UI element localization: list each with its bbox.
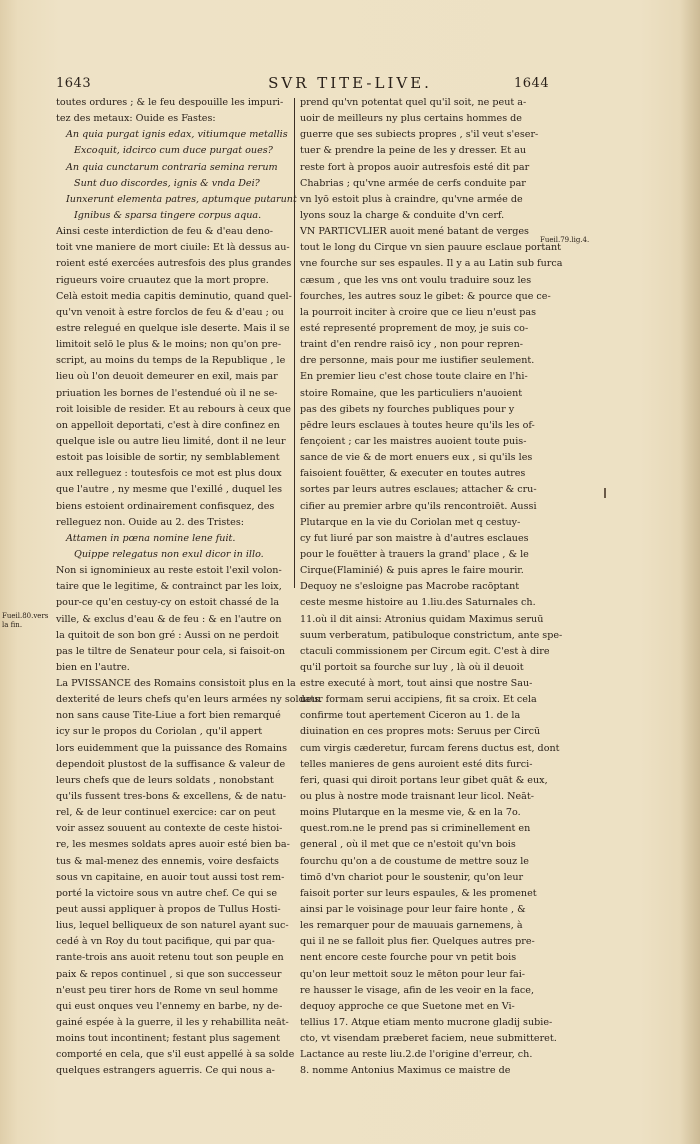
- text-line: nent encore ceste fourche pour vn petit bois: [300, 952, 517, 964]
- text-line: cum virgis cæderetur, furcam ferens ductus est, dont: [300, 742, 560, 754]
- text-line: 11.où il dit ainsi: Atronius quidam Maximus seruū: [300, 613, 544, 625]
- text-line: Ignibus & sparsa tingere corpus aqua.: [74, 209, 262, 221]
- text-line: quest.rom.ne le prend pas si criminellement en: [300, 823, 531, 835]
- text-line: pas des gibets ny fourches publiques pour y: [300, 403, 515, 415]
- text-line: toutes ordures ; & le feu despouille les impuri-: [56, 97, 284, 108]
- text-line: quelque isle ou autre lieu limité, dont il ne leur: [56, 435, 286, 447]
- text-line: Cirque(Flaminié) & puis apres le faire mourir.: [300, 565, 524, 577]
- text-line: quelques estrangers aguerris. Ce qui nous a-: [56, 1065, 275, 1077]
- text-line: fourches, les autres souz le gibet: & pource que ce-: [300, 290, 551, 302]
- text-line: traint d'en rendre raisō icy , non pour repren-: [300, 339, 524, 351]
- text-line: taire que le legitime, & contrainct par les loix,: [56, 581, 282, 593]
- text-line: tellius 17. Atque etiam mento mucrone gladij subie-: [300, 1017, 553, 1029]
- page-number-left: 1643: [56, 76, 92, 91]
- text-line: on appelloit deportati, c'est à dire confinez en: [56, 419, 280, 431]
- text-line: Lactance au reste liu.2.de l'origine d'erreur, ch.: [300, 1049, 533, 1061]
- text-line: VN PARTICVLIER auoit mené batant de verges: [300, 226, 529, 238]
- text-line: leurs chefs que de leurs soldats , nonobstant: [56, 774, 274, 786]
- text-line: qui eust onques veu l'ennemy en barbe, ny de-: [56, 1000, 283, 1012]
- text-line: Sunt duo discordes, ignis & vnda Dei?: [74, 177, 260, 189]
- text-line: tuer & prendre la peine de les y dresser. Et au: [300, 145, 527, 157]
- text-line: 8. nomme Antonius Maximus ce maistre de: [300, 1065, 511, 1077]
- text-line: gainé espée à la guerre, il les y rehabillita neāt-: [56, 1017, 289, 1029]
- text-line: Iunxerunt elementa patres, aptumque putarunt: [66, 193, 297, 205]
- text-line: rigueurs voire cruautez que la mort propre.: [56, 274, 269, 286]
- text-line: aux relleguez : toutesfois ce mot est plus doux: [56, 468, 282, 480]
- text-line: pas le tiltre de Senateur pour cela, si faisoit-on: [56, 645, 286, 657]
- text-line: lors euidemment que la puissance des Romains: [56, 742, 287, 754]
- text-line: fençoient ; car les maistres auoient toute puis-: [300, 435, 527, 447]
- text-line: script, au moins du temps de la Republique , le: [56, 355, 286, 367]
- text-line: ceste mesme histoire au 1.liu.des Saturnales ch.: [300, 597, 536, 609]
- text-line: estoit pas loisible de sortir, ny semblablement: [56, 452, 280, 464]
- text-line: estre relegué en quelque isle deserte. Mais il se: [56, 322, 290, 334]
- text-line: qui il ne se falloit plus fier. Quelques autres pre-: [300, 936, 535, 948]
- text-line: telles manieres de gens auroient esté dits furci-: [300, 758, 533, 770]
- text-line: ville, & exclus d'eau & de feu : & en l'autre on: [56, 613, 282, 625]
- text-line: n'eust peu tirer hors de Rome vn seul homme: [56, 984, 278, 996]
- text-line: rel, & de leur continuel exercice: car on peut: [56, 807, 276, 819]
- text-line: sortes par leurs autres esclaues; attacher & cru-: [300, 484, 537, 496]
- text-line: icy sur le propos du Coriolan , qu'il appert: [56, 726, 263, 738]
- text-line: sous vn capitaine, en auoir tout aussi tost rem-: [56, 871, 285, 883]
- text-line: pour le fouëtter à trauers la grand' place , & le: [300, 548, 529, 560]
- text-line: La PVISSANCE des Romains consistoit plus en la: [56, 678, 296, 690]
- text-line: Attamen in pœna nomine lene fuit.: [66, 532, 236, 544]
- text-line: voir assez souuent au contexte de ceste histoi-: [56, 823, 283, 835]
- text-line: que l'autre , ny mesme que l'exillé , duquel les: [56, 484, 283, 496]
- text-line: lius, lequel belliqueux de son naturel ayant suc-: [56, 920, 289, 932]
- text-line: non sans cause Tite-Liue a fort bien remarqué: [56, 710, 281, 722]
- text-line: cedé à vn Roy du tout pacifique, qui par qua-: [56, 936, 275, 948]
- text-line: lieu où l'on deuoit demeurer en exil, mais par: [56, 371, 278, 383]
- text-line: Chabrias ; qu'vne armée de cerfs conduite par: [300, 177, 526, 189]
- text-line: re hausser le visage, afin de les veoir en la face,: [300, 984, 535, 996]
- text-line: tout le long du Cirque vn sien pauure esclaue portant: [300, 242, 561, 254]
- text-line: Quippe relegatus non exul dicor in illo.: [74, 548, 264, 560]
- text-line: moins Plutarque en la mesme vie, & en la 7o.: [300, 807, 521, 819]
- text-line: ctaculi commissionem per Circum egit. C'est à dire: [300, 645, 550, 657]
- text-line: qu'il portoit sa fourche sur luy , là où il deuoit: [300, 661, 524, 673]
- text-line: la quitoit de son bon gré : Aussi on ne perdoit: [56, 629, 279, 641]
- text-line: moins tout incontinent; festant plus sagement: [56, 1033, 280, 1045]
- text-line: pour-ce qu'en cestuy-cy on estoit chassé de la: [56, 597, 280, 609]
- page-edge-shadow: [680, 0, 700, 1144]
- text-line: cæsum , que les vns ont voulu traduire souz les: [300, 274, 532, 286]
- text-line: uoir de meilleurs ny plus certains hommes de: [300, 113, 522, 125]
- text-line: limitoit selō le plus & le moins; non qu'on pre-: [56, 339, 282, 351]
- text-line: qu'vn venoit à estre forclos de feu & d'eau ; ou: [56, 306, 284, 318]
- text-line: les remarquer pour de mauuais garnemens, à: [300, 920, 523, 932]
- text-line: confirme tout apertement Ciceron au 1. de la: [300, 710, 521, 722]
- text-line: timō d'vn chariot pour le soustenir, qu'on leur: [300, 871, 524, 883]
- running-head: SVR TITE-LIVE.: [268, 74, 432, 92]
- text-line: cifier au premier arbre qu'ils rencontroiēt. Aussi: [300, 500, 537, 512]
- column-divider: [294, 98, 295, 588]
- text-line: dependoit plustost de la suffisance & valeur de: [56, 758, 286, 770]
- text-line: sance de vie & de mort enuers eux , si qu'ils les: [300, 452, 533, 464]
- text-line: pēdre leurs esclaues à toutes heure qu'ils les of-: [300, 419, 535, 431]
- text-line: relleguez non. Ouide au 2. des Tristes:: [56, 516, 245, 528]
- text-line: cto, vt visendam præberet faciem, neue submitteret.: [300, 1033, 557, 1045]
- text-line: Ainsi ceste interdiction de feu & d'eau deno-: [56, 226, 273, 238]
- text-line: re, les mesmes soldats apres auoir esté bien ba-: [56, 839, 290, 851]
- margin-note-right: Fueil.79.lig.4.: [540, 236, 590, 244]
- margin-note-left: Fueil.80.vers la fin.: [2, 612, 49, 629]
- text-line: dexterité de leurs chefs qu'en leurs armées ny soldats.: [56, 694, 323, 706]
- text-line: priuation les bornes de l'estendué où il ne se-: [56, 387, 278, 399]
- text-line: ou plus à nostre mode traisnant leur licol. Neāt-: [300, 791, 534, 803]
- text-line: tez des metaux: Ouide es Fastes:: [56, 113, 216, 125]
- text-line: estre executé à mort, tout ainsi que nostre Sau-: [300, 678, 533, 690]
- text-line: suum verberatum, patibuloque constrictum, ante spe-: [300, 629, 563, 641]
- text-line: Dequoy ne s'esloigne pas Macrobe racōptant: [300, 581, 520, 593]
- text-line: faisoit porter sur leurs espaules, & les promenet: [300, 887, 537, 899]
- text-line: faisoient fouëtter, & executer en toutes autres: [300, 468, 526, 480]
- text-line: bien en l'autre.: [56, 661, 130, 673]
- text-line: An quia cunctarum contraria semina rerum: [66, 161, 278, 173]
- text-line: roient esté exercées autresfois des plus grandes: [56, 258, 292, 270]
- text-line: vn lyō estoit plus à craindre, qu'vne armée de: [300, 193, 523, 205]
- text-line: roit loisible de resider. Et au rebours à ceux que: [56, 403, 291, 415]
- text-line: paix & repos continuel , si que son successeur: [56, 968, 282, 980]
- ink-mark: [604, 488, 606, 498]
- text-line: Excoquit, idcirco cum duce purgat oues?: [74, 145, 273, 157]
- text-line: En premier lieu c'est chose toute claire en l'hi-: [300, 371, 528, 383]
- text-line: rante-trois ans auoit retenu tout son peuple en: [56, 952, 284, 964]
- text-line: biens estoient ordinairement confisquez, des: [56, 500, 275, 512]
- text-line: general , où il met que ce n'estoit qu'vn bois: [300, 839, 516, 851]
- text-line: dre personne, mais pour me iustifier seulement.: [300, 355, 535, 367]
- text-line: ueur formam serui accipiens, fit sa croix. Et cela: [300, 694, 537, 706]
- text-line: comporté en cela, que s'il eust appellé à sa solde: [56, 1049, 295, 1061]
- text-line: toit vne maniere de mort ciuile: Et là dessus au-: [56, 242, 290, 254]
- text-line: esté representé proprement de moy, je suis co-: [300, 322, 529, 334]
- right-column-text: [300, 95, 563, 1080]
- text-line: qu'on leur mettoit souz le mēton pour leur fai-: [300, 968, 526, 980]
- text-line: fourchu qu'on a de coustume de mettre souz le: [300, 855, 529, 867]
- text-line: An quia purgat ignis edax, vitiumque metallis: [66, 129, 288, 141]
- text-line: Celà estoit media capitis deminutio, quand quel-: [56, 290, 292, 302]
- text-line: cy fut liuré par son maistre à d'autres esclaues: [300, 532, 529, 544]
- text-line: lyons souz la charge & conduite d'vn cerf.: [300, 209, 505, 221]
- text-line: reste fort à propos auoir autresfois esté dit par: [300, 161, 530, 173]
- text-line: la pourroit inciter à croire que ce lieu n'eust pas: [300, 306, 537, 318]
- left-column-text: [56, 95, 323, 1080]
- text-line: porté la victoire sous vn autre chef. Ce qui se: [56, 887, 278, 899]
- text-line: tus & mal-menez des ennemis, voire desfaicts: [56, 855, 279, 867]
- text-line: vne fourche sur ses espaules. Il y a au Latin sub furca: [300, 258, 563, 270]
- page-number-right: 1644: [514, 76, 550, 91]
- text-line: ainsi par le voisinage pour leur faire honte , &: [300, 904, 526, 916]
- text-line: peut aussi appliquer à propos de Tullus Hosti-: [56, 904, 281, 916]
- text-line: feri, quasi qui diroit portans leur gibet quāt & eux,: [300, 774, 548, 786]
- text-line: qu'ils fussent tres-bons & excellens, & de natu-: [56, 791, 287, 803]
- text-line: guerre que ses subiects propres , s'il veut s'eser-: [300, 129, 539, 141]
- text-line: stoire Romaine, que les particuliers n'auoient: [300, 387, 523, 399]
- text-line: Non si ignominieux au reste estoit l'exil volon-: [56, 565, 282, 577]
- text-line: dequoy approche ce que Suetone met en Vi-: [300, 1000, 515, 1012]
- text-line: diuination en ces propres mots: Seruus per Circū: [300, 726, 541, 738]
- text-line: Plutarque en la vie du Coriolan met q cestuy-: [300, 516, 521, 528]
- text-line: prend qu'vn potentat quel qu'il soit, ne peut a-: [300, 97, 527, 108]
